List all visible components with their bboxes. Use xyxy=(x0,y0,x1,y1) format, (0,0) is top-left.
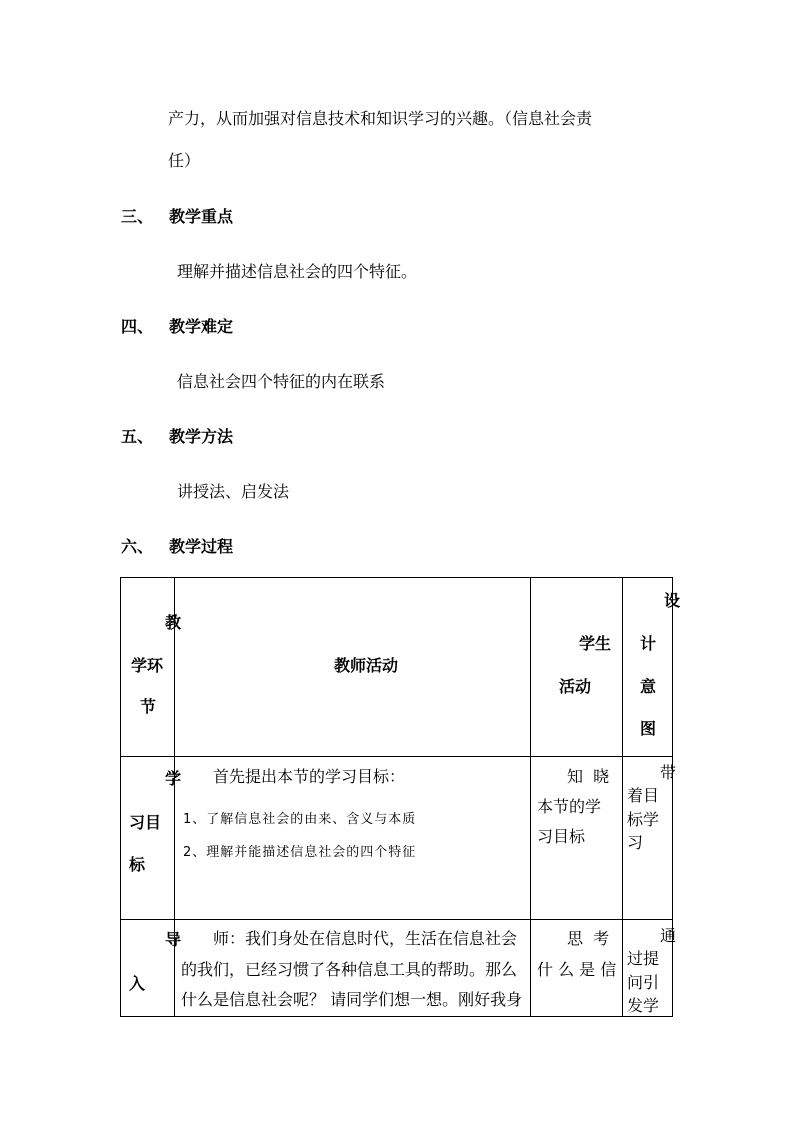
section-number-6: 六、 xyxy=(121,537,154,556)
row1-teacher-line-3: 2、理解并能描述信息社会的四个特征 xyxy=(183,845,417,860)
section-body-key-points: 理解并描述信息社会的四个特征。 xyxy=(177,262,418,281)
row1-cell-design xyxy=(623,757,677,919)
table-border-bottom xyxy=(120,1016,673,1017)
section-body-difficulties: 信息社会四个特征的内在联系 xyxy=(177,372,386,391)
row1-stage-line-1: 学 xyxy=(165,769,182,788)
section-title-process: 教学过程 xyxy=(169,537,234,556)
row1-design-line-3: 标学 xyxy=(627,810,660,829)
intro-line-1: 产力，从而加强对信息技术和知识学习的兴趣。（信息社会责 xyxy=(168,109,593,128)
row2-cell-stage xyxy=(121,920,182,1016)
header-teacher-activity: 教师活动 xyxy=(334,656,399,675)
header-design-line-3: 意 xyxy=(640,677,657,696)
header-student-line-1: 学生 xyxy=(579,634,612,653)
row1-cell-student xyxy=(531,757,622,919)
row1-stage-line-2: 习目 xyxy=(129,813,162,832)
header-design-line-1: 设 xyxy=(664,591,681,610)
row2-stage-line-1: 导 xyxy=(165,930,182,949)
row2-stage-line-2: 入 xyxy=(129,974,146,993)
section-title-difficulties: 教学难定 xyxy=(169,317,234,336)
section-body-methods: 讲授法、启发法 xyxy=(177,482,290,501)
section-number-4: 四、 xyxy=(121,317,154,336)
row2-design-line-1: 通 xyxy=(660,926,677,945)
row1-design-line-1: 带 xyxy=(660,763,677,782)
row2-teacher-line-3: 什么是信息社会呢？ 请同学们想一想。刚好我身 xyxy=(181,990,523,1009)
section-title-key-points: 教学重点 xyxy=(169,207,234,226)
row1-teacher-line-2: 1、了解信息社会的由来、含义与本质 xyxy=(183,812,417,827)
header-student-line-2: 活动 xyxy=(559,677,592,696)
intro-line-2: 任） xyxy=(168,151,201,170)
row2-design-line-3: 问引 xyxy=(627,973,660,992)
section-number-3: 三、 xyxy=(121,207,154,226)
header-cell-teacher xyxy=(175,578,530,756)
row2-cell-student xyxy=(531,920,622,1016)
header-design-line-4: 图 xyxy=(640,719,657,738)
header-cell-stage xyxy=(121,578,182,756)
row1-design-line-4: 习 xyxy=(627,833,644,852)
row1-student-line-3: 习目标 xyxy=(537,827,586,846)
row1-student-line-2: 本节的学 xyxy=(537,797,602,816)
row2-student-line-1: 思 考 xyxy=(567,929,610,948)
section-title-methods: 教学方法 xyxy=(169,427,234,446)
row1-design-line-2: 着目 xyxy=(627,786,660,805)
header-stage-line-2: 学环 xyxy=(131,656,164,675)
row2-teacher-line-1: 师：我们身处在信息时代，生活在信息社会 xyxy=(213,929,518,948)
header-stage-line-1: 教 xyxy=(165,613,182,632)
row2-design-line-4: 发学 xyxy=(627,996,660,1015)
header-cell-student xyxy=(531,578,622,756)
row1-teacher-line-1: 首先提出本节的学习目标： xyxy=(213,767,406,786)
row2-cell-design xyxy=(623,920,677,1016)
teaching-process-table xyxy=(120,577,681,1017)
row2-student-line-2: 什 么 是 信 xyxy=(537,960,617,979)
row1-cell-teacher xyxy=(175,757,530,919)
table-border-right xyxy=(672,577,673,1017)
row2-teacher-line-2: 的我们，已经习惯了各种信息工具的帮助。那么 xyxy=(181,960,518,979)
row1-cell-stage xyxy=(121,757,182,919)
header-design-line-2: 计 xyxy=(640,634,657,653)
section-number-5: 五、 xyxy=(121,427,154,446)
header-cell-design xyxy=(623,578,681,756)
row2-design-line-2: 过提 xyxy=(627,949,660,968)
row2-cell-teacher xyxy=(175,920,530,1016)
header-stage-line-3: 节 xyxy=(140,697,157,716)
row1-student-line-1: 知 晓 xyxy=(567,767,610,786)
row1-stage-line-3: 标 xyxy=(129,855,146,874)
